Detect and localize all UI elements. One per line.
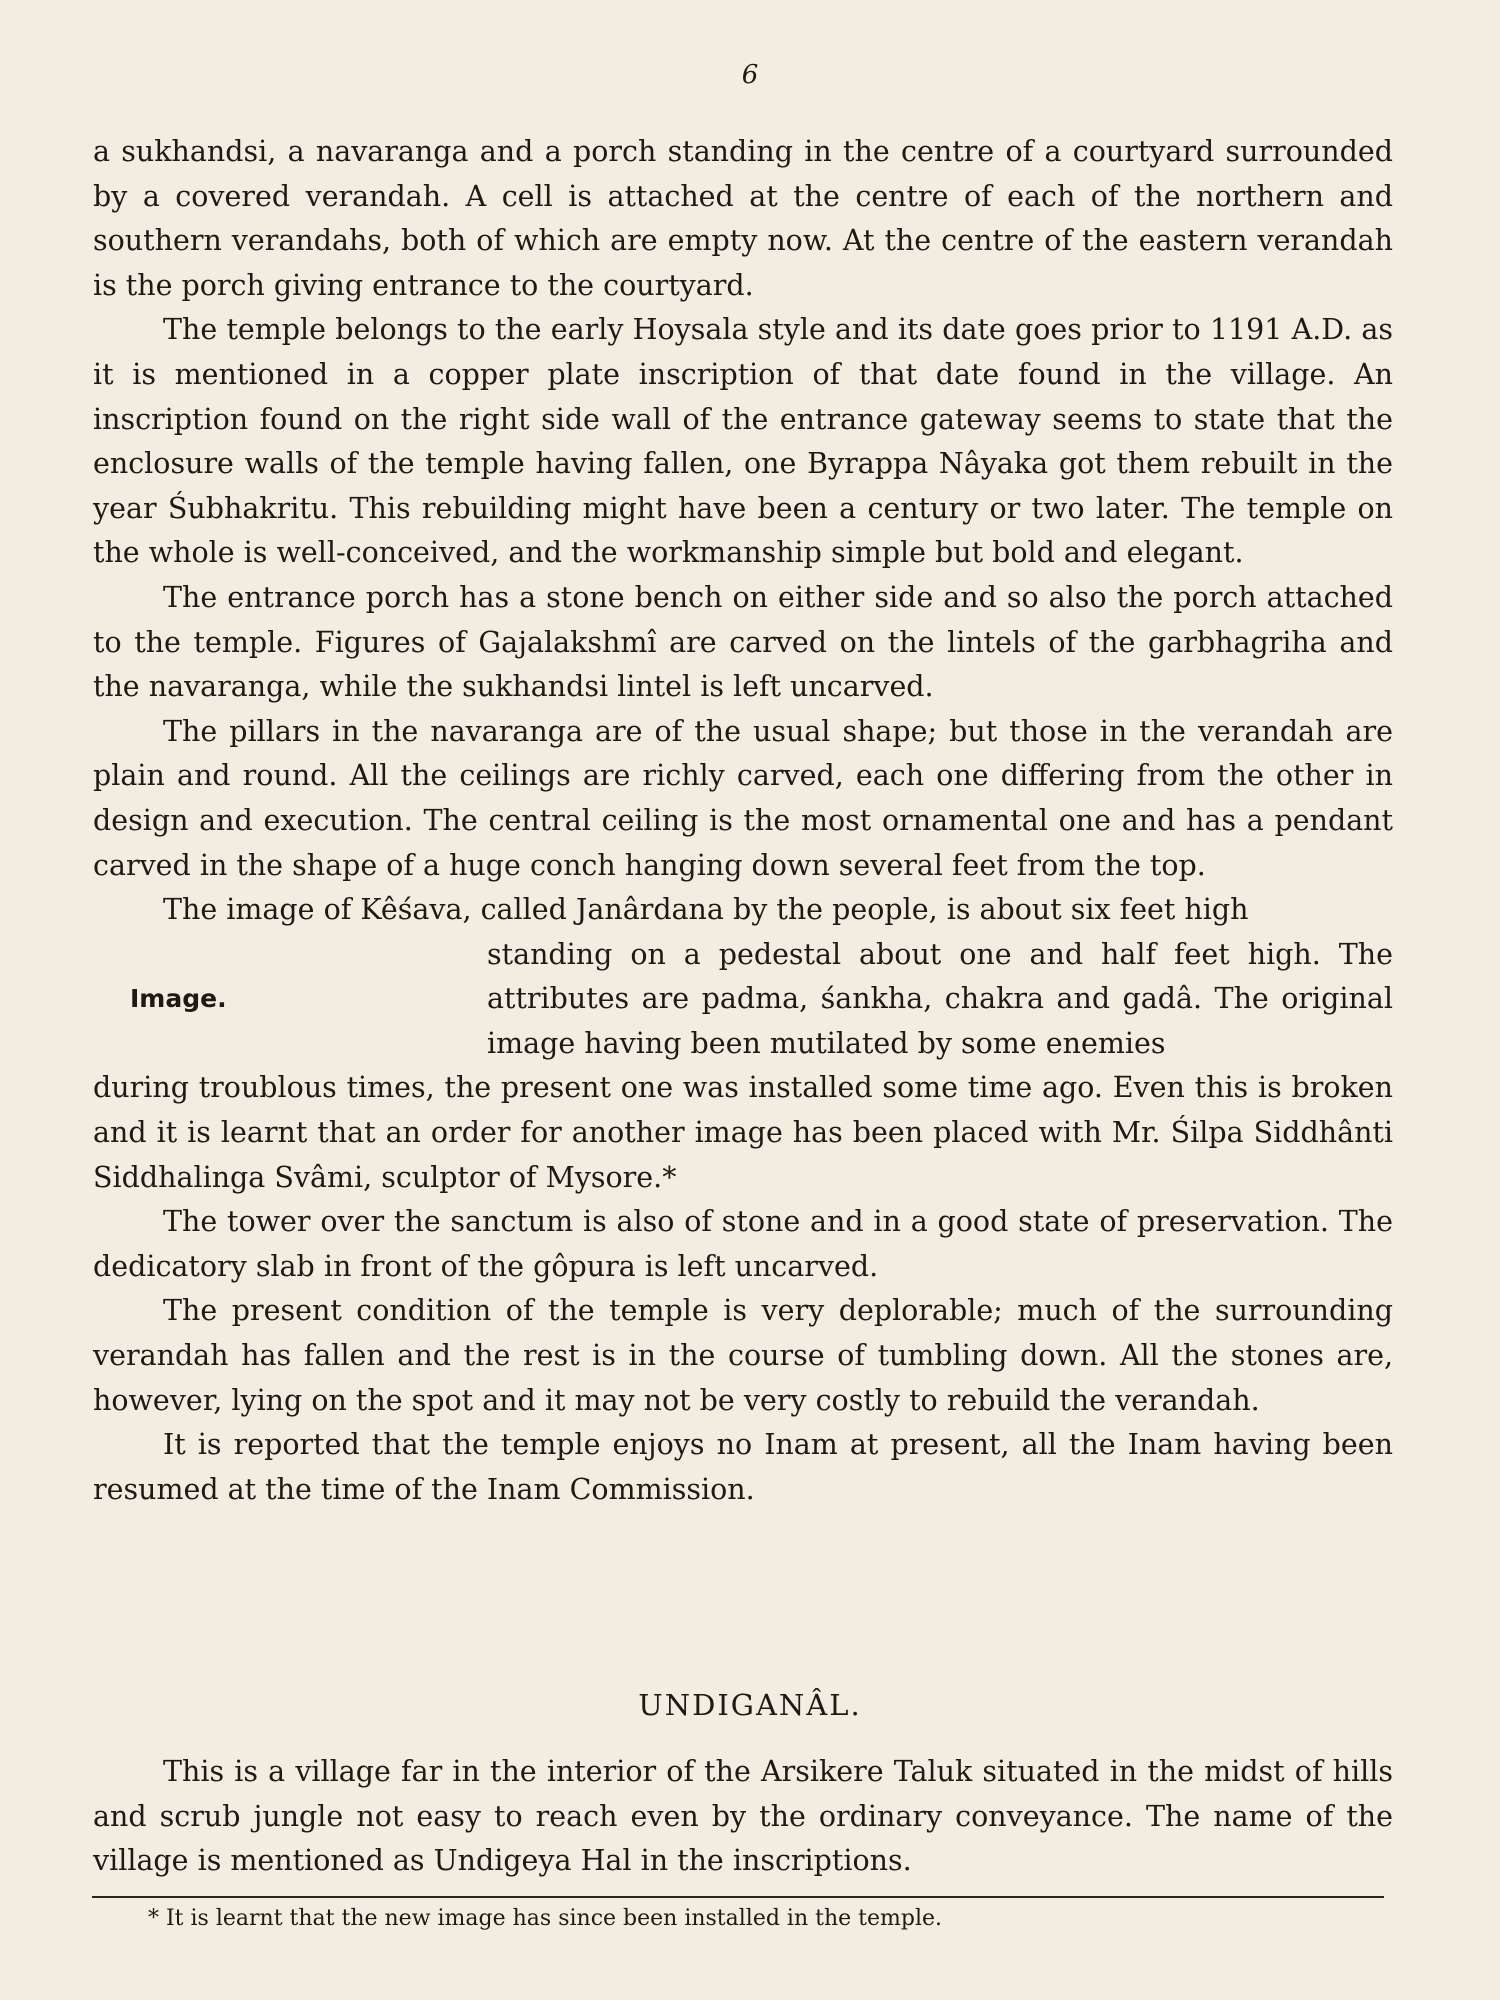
section-heading: UNDIGANÂL. — [638, 1688, 862, 1722]
paragraph-tower: The tower over the sanctum is also of stone and in a good state of preservation. The dedicatory slab in front of the gôpura is left uncarved. — [93, 1205, 1393, 1283]
paragraph-image-intro: The image of Kêśava, called Janârdana by the people, is about six feet high — [163, 893, 1249, 927]
paragraph-porch: The entrance porch has a stone bench on either side and so also the porch attached to the temple. Figures of Gajalakshmî are carved on the lintels of the garbhagriha and the navaranga, while the sukhandsi lintel is left uncarved. — [93, 580, 1393, 704]
paragraph-inam: It is reported that the temple enjoys no Inam at present, all the Inam having been resumed at the time of the Inam Commission. — [93, 1428, 1393, 1506]
main-text — [93, 130, 1393, 1512]
page-number: 6 — [741, 60, 759, 90]
paragraph-date: The temple belongs to the early Hoysala style and its date goes prior to 1191 A.D. as it is mentioned in a copper plate inscription of that date found in the village. An inscription found on the right side wall of the entrance gateway seems to state that the enclosure walls of the temple having fallen, one Byrappa Nâyaka got them rebuilt in the year Śubhakritu. This rebuilding might have been a century or two later. The temple on the whole is well-conceived, and the workmanship simple but bold and elegant. — [93, 313, 1393, 570]
paragraph-image-continued: during troublous times, the present one was installed some time ago. Even this is broken and it is learnt that an order for another image has been placed with Mr. Śilpa Siddhânti Siddhalinga Svâmi, sculptor of Mysore.* — [93, 1071, 1393, 1194]
footnote: * It is learnt that the new image has since been installed in the temple. — [148, 1906, 943, 1931]
paragraph-image-attributes: standing on a pedestal about one and half feet high. The attributes are padma, śankha, chakra and gadâ. The original image having been mutilated by some enemies — [487, 937, 1393, 1060]
paragraph-village: This is a village far in the interior of the Arsikere Taluk situated in the midst of hills and scrub jungle not easy to reach even by the ordinary conveyance. The name of the village is mentioned as Undigeya Hal in the inscriptions. — [93, 1755, 1393, 1878]
footnote-divider — [92, 1896, 1384, 1898]
paragraph-courtyard: a sukhandsi, a navaranga and a porch standing in the centre of a courtyard surrounded by a covered verandah. A cell is attached at the centre of each of the northern and southern verandahs, both of which are empty now. At the centre of the eastern verandah is the porch giving entrance to the courtyard. — [93, 135, 1393, 302]
paragraph-pillars: The pillars in the navaranga are of the usual shape; but those in the verandah are plain and round. All the ceilings are richly carved, each one differing from the other in design and execution. The central ceiling is the most ornamental one and has a pendant carved in the shape of a huge conch hanging down several feet from the top. — [93, 714, 1393, 882]
paragraph-condition: The present condition of the temple is very deplorable; much of the surrounding verandah has fallen and the rest is in the course of tumbling down. All the stones are, however, lying on the spot and it may not be very costly to rebuild the verandah. — [93, 1294, 1393, 1417]
image-side-block — [93, 933, 1393, 1067]
side-note-image: Image. — [130, 984, 227, 1014]
section-body — [93, 1750, 1393, 1884]
